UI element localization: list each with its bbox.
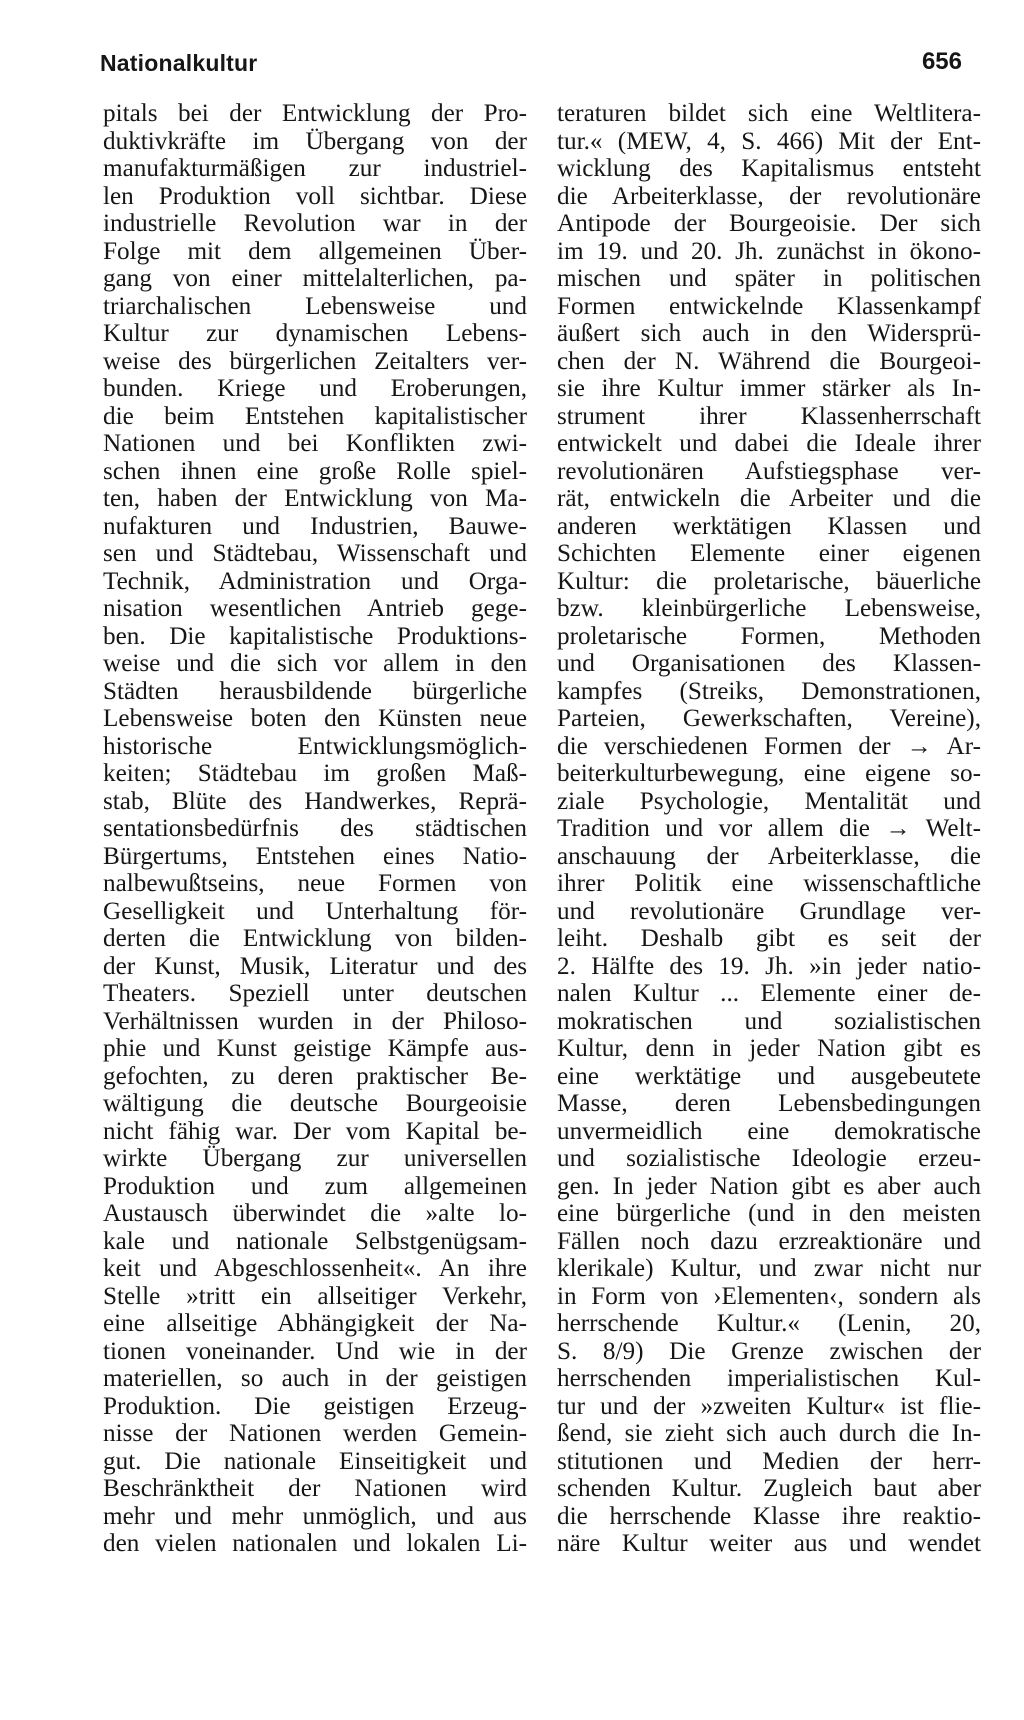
text-line: derten die Entwicklung von bilden- [103, 925, 527, 952]
text-line: mehr und mehr unmöglich, und aus [103, 1502, 527, 1530]
text-line: schenden Kultur. Zugleich baut aber [557, 1475, 981, 1502]
text-line: eine allseitige Abhängigkeit der Na- [103, 1310, 527, 1337]
text-line: Kultur, denn in jeder Nation gibt es [557, 1035, 981, 1062]
text-line: und Organisationen des Klassen- [557, 650, 981, 677]
text-line: manufakturmäßigen zur industriel- [103, 155, 527, 182]
text-line: Produktion und zum allgemeinen [103, 1172, 527, 1200]
text-line: revolutionären Aufstiegsphase ver- [557, 457, 981, 485]
text-line: wirkte Übergang zur universellen [103, 1145, 527, 1172]
text-line: ßend, sie zieht sich auch durch die In- [557, 1420, 981, 1447]
text-line: phie und Kunst geistige Kämpfe aus- [103, 1035, 527, 1062]
text-line: mokratischen und sozialistischen [557, 1007, 981, 1035]
text-line: klerikale) Kultur, und zwar nicht nur [557, 1255, 981, 1282]
text-line: die Arbeiterklasse, der revolutionäre [557, 182, 981, 210]
text-line: eine bürgerliche (und in den meisten [557, 1200, 981, 1227]
running-head: Nationalkultur [100, 50, 258, 76]
text-line: Folge mit dem allgemeinen Über- [103, 237, 527, 265]
text-line: nalbewußtseins, neue Formen von [103, 870, 527, 897]
text-line: entwickelt und dabei die Ideale ihrer [557, 430, 981, 457]
text-line: stab, Blüte des Handwerkes, Reprä- [103, 787, 527, 815]
text-line: industrielle Revolution war in der [103, 210, 527, 237]
text-line: nufakturen und Industrien, Bauwe- [103, 512, 527, 540]
text-line: Parteien, Gewerkschaften, Vereine), [557, 705, 981, 732]
text-line: gut. Die nationale Einseitigkeit und [103, 1447, 527, 1475]
text-line: anschauung der Arbeiterklasse, die [557, 842, 981, 870]
text-line: in Form von ›Elementen‹, sondern als [557, 1282, 981, 1310]
text-line: nalen Kultur ... Elemente einer de- [557, 980, 981, 1007]
text-line: Austausch überwindet die »alte lo- [103, 1200, 527, 1227]
text-line: Städten herausbildende bürgerliche [103, 677, 527, 705]
text-line: eine werktätige und ausgebeutete [557, 1062, 981, 1090]
text-line: proletarische Formen, Methoden [557, 622, 981, 650]
text-line: sentationsbedürfnis des städtischen [103, 815, 527, 842]
text-line: rät, entwickeln die Arbeiter und die [557, 485, 981, 512]
text-line: beiterkulturbewegung, eine eigene so- [557, 760, 981, 787]
left-text-column [103, 100, 527, 1558]
text-line: Geselligkeit und Unterhaltung för- [103, 897, 527, 925]
text-line: kale und nationale Selbstgenügsam- [103, 1227, 527, 1255]
page-number: 656 [921, 48, 962, 75]
text-line: triarchalischen Lebensweise und [103, 292, 527, 320]
text-line: Kultur zur dynamischen Lebens- [103, 320, 527, 347]
text-line: gen. In jeder Nation gibt es aber auch [557, 1172, 981, 1200]
text-line: sie ihre Kultur immer stärker als In- [557, 375, 981, 402]
text-line: Fällen noch dazu erzreaktionäre und [557, 1227, 981, 1255]
text-line: die herrschende Klasse ihre reaktio- [557, 1502, 981, 1530]
text-line: 2. Hälfte des 19. Jh. »in jeder natio- [557, 952, 981, 980]
text-line: S. 8/9) Die Grenze zwischen der [557, 1337, 981, 1365]
text-line: weise und die sich vor allem in den [103, 650, 527, 677]
text-line: ziale Psychologie, Mentalität und [557, 787, 981, 815]
text-line: Tradition und vor allem die → Welt- [557, 815, 981, 842]
text-line: Bürgertums, Entstehen eines Natio- [103, 842, 527, 870]
text-line: duktivkräfte im Übergang von der [103, 127, 527, 155]
text-line: Masse, deren Lebensbedingungen [557, 1090, 981, 1117]
text-line: tur und der »zweiten Kultur« ist flie- [557, 1392, 981, 1420]
text-line: wältigung die deutsche Bourgeoisie [103, 1090, 527, 1117]
text-line: Theaters. Speziell unter deutschen [103, 980, 527, 1007]
text-line: schen ihnen eine große Rolle spiel- [103, 457, 527, 485]
text-line: keiten; Städtebau im großen Maß- [103, 760, 527, 787]
text-line: ihrer Politik eine wissenschaftliche [557, 870, 981, 897]
text-line: bzw. kleinbürgerliche Lebensweise, [557, 595, 981, 622]
text-line: nicht fähig war. Der vom Kapital be- [103, 1117, 527, 1145]
text-line: Kultur: die proletarische, bäuerliche [557, 567, 981, 595]
text-line: wicklung des Kapitalismus entsteht [557, 155, 981, 182]
text-line: den vielen nationalen und lokalen Li- [103, 1530, 527, 1557]
text-line: ten, haben der Entwicklung von Ma- [103, 485, 527, 512]
text-line: Technik, Administration und Orga- [103, 567, 527, 595]
text-line: bunden. Kriege und Eroberungen, [103, 375, 527, 402]
text-line: strument ihrer Klassenherrschaft [557, 402, 981, 430]
text-line: ben. Die kapitalistische Produktions- [103, 622, 527, 650]
text-line: die verschiedenen Formen der → Ar- [557, 732, 981, 760]
text-line: keit und Abgeschlossenheit«. An ihre [103, 1255, 527, 1282]
text-line: äußert sich auch in den Widersprü- [557, 320, 981, 347]
text-line: chen der N. Während die Bourgeoi- [557, 347, 981, 375]
text-line: herrschende Kultur.« (Lenin, 20, [557, 1310, 981, 1337]
text-line: stitutionen und Medien der herr- [557, 1447, 981, 1475]
text-line: kampfes (Streiks, Demonstrationen, [557, 677, 981, 705]
text-line: leiht. Deshalb gibt es seit der [557, 925, 981, 952]
text-line: Stelle »tritt ein allseitiger Verkehr, [103, 1282, 527, 1310]
text-line: der Kunst, Musik, Literatur und des [103, 952, 527, 980]
right-text-column [557, 100, 981, 1558]
text-line: Nationen und bei Konflikten zwi- [103, 430, 527, 457]
text-line: Beschränktheit der Nationen wird [103, 1475, 527, 1502]
text-line: weise des bürgerlichen Zeitalters ver- [103, 347, 527, 375]
text-line: und sozialistische Ideologie erzeu- [557, 1145, 981, 1172]
text-line: nisation wesentlichen Antrieb gege- [103, 595, 527, 622]
text-line: mischen und später in politischen [557, 265, 981, 292]
text-line: Verhältnissen wurden in der Philoso- [103, 1007, 527, 1035]
text-line: tur.« (MEW, 4, S. 466) Mit der Ent- [557, 127, 981, 155]
text-line: und revolutionäre Grundlage ver- [557, 897, 981, 925]
text-line: materiellen, so auch in der geistigen [103, 1365, 527, 1392]
text-line: im 19. und 20. Jh. zunächst in ökono- [557, 237, 981, 265]
text-line: herrschenden imperialistischen Kul- [557, 1365, 981, 1392]
text-line: Antipode der Bourgeoisie. Der sich [557, 210, 981, 237]
text-line: historische Entwicklungsmöglich- [103, 732, 527, 760]
page-header [100, 44, 962, 84]
text-line: die beim Entstehen kapitalistischer [103, 402, 527, 430]
text-line: anderen werktätigen Klassen und [557, 512, 981, 540]
text-line: Lebensweise boten den Künsten neue [103, 705, 527, 732]
text-line: len Produktion voll sichtbar. Diese [103, 182, 527, 210]
text-line: Produktion. Die geistigen Erzeug- [103, 1392, 527, 1420]
text-line: Schichten Elemente einer eigenen [557, 540, 981, 567]
text-line: gefochten, zu deren praktischer Be- [103, 1062, 527, 1090]
text-line: pitals bei der Entwicklung der Pro- [103, 100, 527, 127]
text-line: näre Kultur weiter aus und wendet [557, 1530, 981, 1557]
text-line: tionen voneinander. Und wie in der [103, 1337, 527, 1365]
text-line: teraturen bildet sich eine Weltlitera- [557, 100, 981, 127]
text-line: sen und Städtebau, Wissenschaft und [103, 540, 527, 567]
text-line: gang von einer mittelalterlichen, pa- [103, 265, 527, 292]
text-line: unvermeidlich eine demokratische [557, 1117, 981, 1145]
text-line: Formen entwickelnde Klassenkampf [557, 292, 981, 320]
text-line: nisse der Nationen werden Gemein- [103, 1420, 527, 1447]
